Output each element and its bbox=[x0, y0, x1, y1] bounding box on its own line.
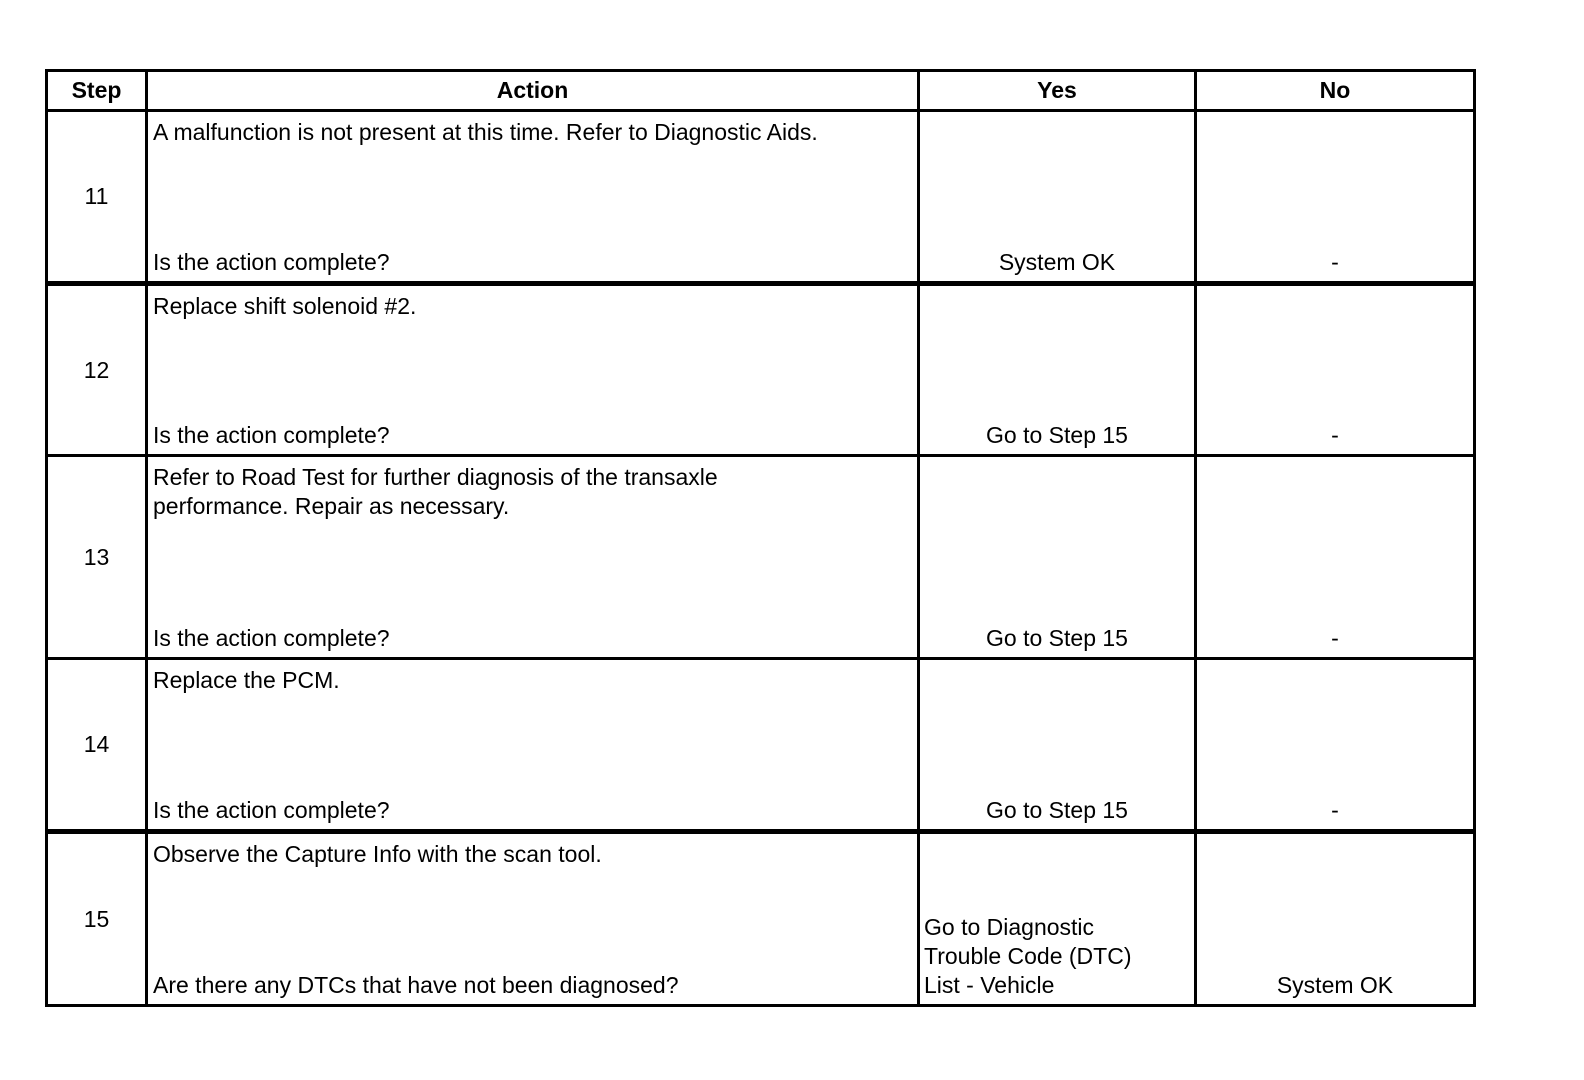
question-text: Is the action complete? bbox=[153, 797, 390, 823]
action-text: A malfunction is not present at this time. Refer to Diagnostic Aids. bbox=[153, 119, 818, 145]
table-row bbox=[47, 659, 1475, 832]
yes-result: Go to Diagnostic Trouble Code (DTC) List - Vehicle bbox=[924, 914, 1132, 998]
no-result: System OK bbox=[1276, 972, 1394, 998]
yes-cell bbox=[919, 284, 1196, 456]
action-text: Refer to Road Test for further diagnosis of the transaxle performance. Repair as necessary. bbox=[153, 464, 718, 519]
header-action: Action bbox=[147, 71, 919, 111]
no-cell bbox=[1196, 659, 1475, 832]
question-text: Are there any DTCs that have not been diagnosed? bbox=[153, 972, 679, 998]
no-result: - bbox=[1331, 797, 1339, 823]
header-step: Step bbox=[47, 71, 147, 111]
no-result: - bbox=[1331, 422, 1339, 448]
step-number: 12 bbox=[47, 284, 147, 456]
no-cell bbox=[1196, 284, 1475, 456]
step-number: 11 bbox=[47, 111, 147, 284]
step-number: 14 bbox=[47, 659, 147, 832]
action-cell bbox=[147, 456, 919, 659]
action-cell bbox=[147, 284, 919, 456]
table-row bbox=[47, 284, 1475, 456]
action-cell bbox=[147, 111, 919, 284]
yes-cell bbox=[919, 456, 1196, 659]
yes-result: Go to Step 15 bbox=[986, 625, 1128, 651]
action-cell bbox=[147, 832, 919, 1006]
no-cell bbox=[1196, 832, 1475, 1006]
no-result: - bbox=[1331, 249, 1339, 275]
action-cell bbox=[147, 659, 919, 832]
no-result: - bbox=[1331, 625, 1339, 651]
yes-cell bbox=[919, 659, 1196, 832]
question-text: Is the action complete? bbox=[153, 249, 390, 275]
question-text: Is the action complete? bbox=[153, 422, 390, 448]
no-cell bbox=[1196, 111, 1475, 284]
yes-result: Go to Step 15 bbox=[986, 422, 1128, 448]
yes-result: Go to Step 15 bbox=[986, 797, 1128, 823]
header-row bbox=[47, 71, 1475, 111]
action-text: Replace the PCM. bbox=[153, 667, 340, 693]
table-row bbox=[47, 832, 1475, 1006]
header-yes: Yes bbox=[919, 71, 1196, 111]
diagnostic-table bbox=[45, 69, 1476, 1007]
step-number: 15 bbox=[47, 832, 147, 1006]
no-cell bbox=[1196, 456, 1475, 659]
action-text: Observe the Capture Info with the scan tool. bbox=[153, 841, 602, 867]
yes-cell bbox=[919, 832, 1196, 1006]
question-text: Is the action complete? bbox=[153, 625, 390, 651]
table-row bbox=[47, 111, 1475, 284]
yes-result: System OK bbox=[998, 249, 1116, 275]
yes-cell bbox=[919, 111, 1196, 284]
table-row bbox=[47, 456, 1475, 659]
step-number: 13 bbox=[47, 456, 147, 659]
action-text: Replace shift solenoid #2. bbox=[153, 293, 417, 319]
header-no: No bbox=[1196, 71, 1475, 111]
